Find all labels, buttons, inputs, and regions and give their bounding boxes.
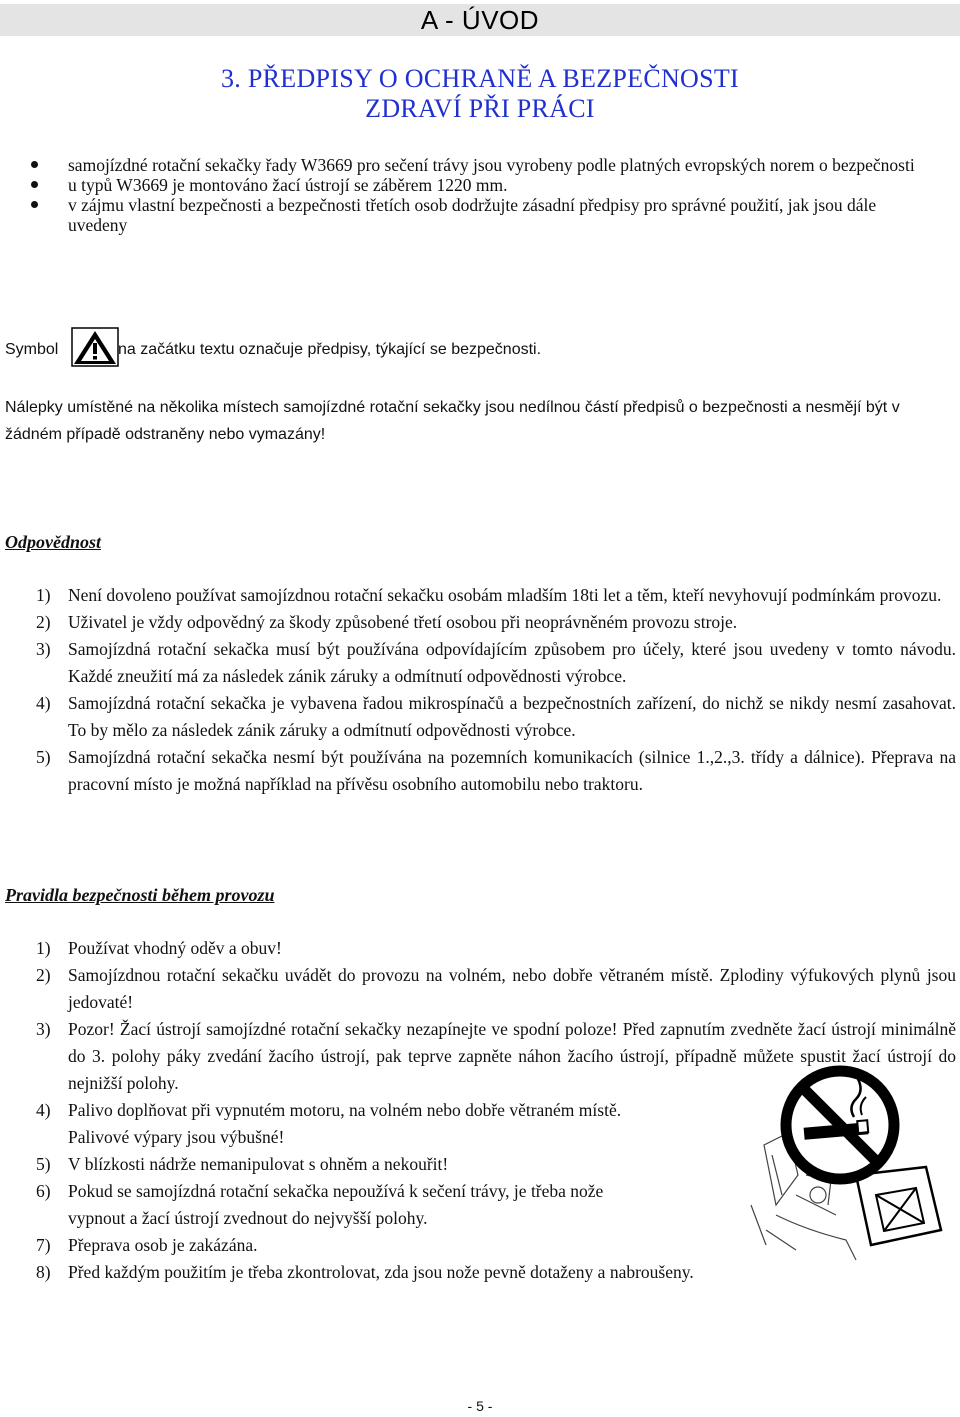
rule-item: 7) Přeprava osob je zakázána. [36, 1235, 258, 1255]
responsibility-item: 3) Samojízdná rotační sekačka musí být používána odpovídajícím způsobem pro účely, které jsou uvedeny v tomto návodu. Každé zneužití má za následek zánik záruky a odmítnutí odpovědnosti výrobce. [36, 639, 956, 686]
symbol-label: Symbol [5, 341, 59, 358]
rule-item: 4) Palivo doplňovat při vypnutém motoru, na volném nebo dobře větraném místě. Palivové výpary jsou výbušné! [36, 1100, 622, 1147]
bullet-item: u typů W3669 je montováno žací ústrojí se záběrem 1220 mm. [28, 175, 938, 195]
intro-bullet-list [28, 155, 938, 235]
rule-item: 8) Před každým použitím je třeba zkontrolovat, zda jsou nože pevně dotaženy a nabroušeny. [36, 1262, 694, 1282]
operation-rules-heading: Pravidla bezpečnosti během provozu [5, 885, 275, 905]
section-title-line2: ZDRAVÍ PŘI PRÁCI [365, 94, 595, 123]
page-number: - 5 - [467, 1398, 493, 1414]
rule-item: 3) Pozor! Žací ústrojí samojízdné rotační sekačky nezapínejte ve spodní poloze! Před zapnutím zvedněte žací ústrojí minimálně do 3. polohy páky zvedání žacího ústrojí, pak teprve zapněte náhon žacího ústrojí, případně můžete spustit žací ústrojí do nejnižší polohy. [36, 1019, 956, 1093]
bullet-item: samojízdné rotační sekačky řady W3669 pro sečení trávy jsou vyrobeny podle platných evropských norem o bezpečnosti [28, 155, 938, 175]
responsibility-item: 4) Samojízdná rotační sekačka je vybavena řadou mikrospínačů a bezpečnostních zařízení, do nichž se nikdy nesmí zasahovat. To by mělo za následek zánik záruky a odmítnutí odpovědnosti výrobce. [36, 693, 956, 740]
rule-item: 5) V blízkosti nádrže nemanipulovat s ohněm a nekouřit! [36, 1154, 449, 1174]
rule-item: 1) Používat vhodný oděv a obuv! [36, 938, 282, 958]
no-smoking-fuel-icon [736, 1055, 958, 1270]
section-title-line1: 3. PŘEDPISY O OCHRANĚ A BEZPEČNOSTI [220, 64, 740, 93]
bullet-dot-icon [31, 201, 38, 208]
responsibility-item: 1) Není dovoleno používat samojízdnou rotační sekačku osobám mladším 18ti let a těm, kteří nevyhovují podmínkám provozu. [36, 585, 942, 605]
bullet-dot-icon [31, 181, 38, 188]
warning-triangle-icon [71, 327, 119, 367]
stickers-paragraph: Nálepky umístěné na několika místech samojízdné rotační sekačky jsou nedílnou částí předpisů o bezpečnosti a nesmějí být v žádném případě odstraněny nebo vymazány! [5, 399, 900, 443]
rule-item: 2) Samojízdnou rotační sekačku uvádět do provozu na volném, nebo dobře větraném místě. Zplodiny výfukových plynů jsou jedovaté! [36, 965, 956, 1012]
symbol-description: na začátku textu označuje předpisy, týkající se bezpečnosti. [118, 341, 542, 358]
responsibility-item: 2) Uživatel je vždy odpovědný za škody způsobené třetí osobou při neoprávněném provozu stroje. [36, 612, 738, 632]
symbol-explanation [5, 327, 945, 367]
responsibility-item: 5) Samojízdná rotační sekačka nesmí být používána na pozemních komunikacích (silnice 1.,2.,3. třídy a dálnice). Přeprava na pracovní místo je možná například na přívěsu osobního automobilu nebo traktoru. [36, 747, 956, 794]
bullet-item: v zájmu vlastní bezpečnosti a bezpečnosti třetích osob dodržujte zásadní předpisy pro správné použití, jak jsou dále uvedeny [28, 195, 938, 235]
rule-item: 6) Pokud se samojízdná rotační sekačka nepoužívá k sečení trávy, je třeba nože vypnout a žací ústrojí zvednout do nejvyšší polohy. [36, 1181, 604, 1228]
responsibility-heading: Odpovědnost [5, 532, 101, 552]
responsibility-list [36, 582, 956, 798]
bullet-dot-icon [31, 161, 38, 168]
page-header-title: A - ÚVOD [420, 5, 540, 35]
